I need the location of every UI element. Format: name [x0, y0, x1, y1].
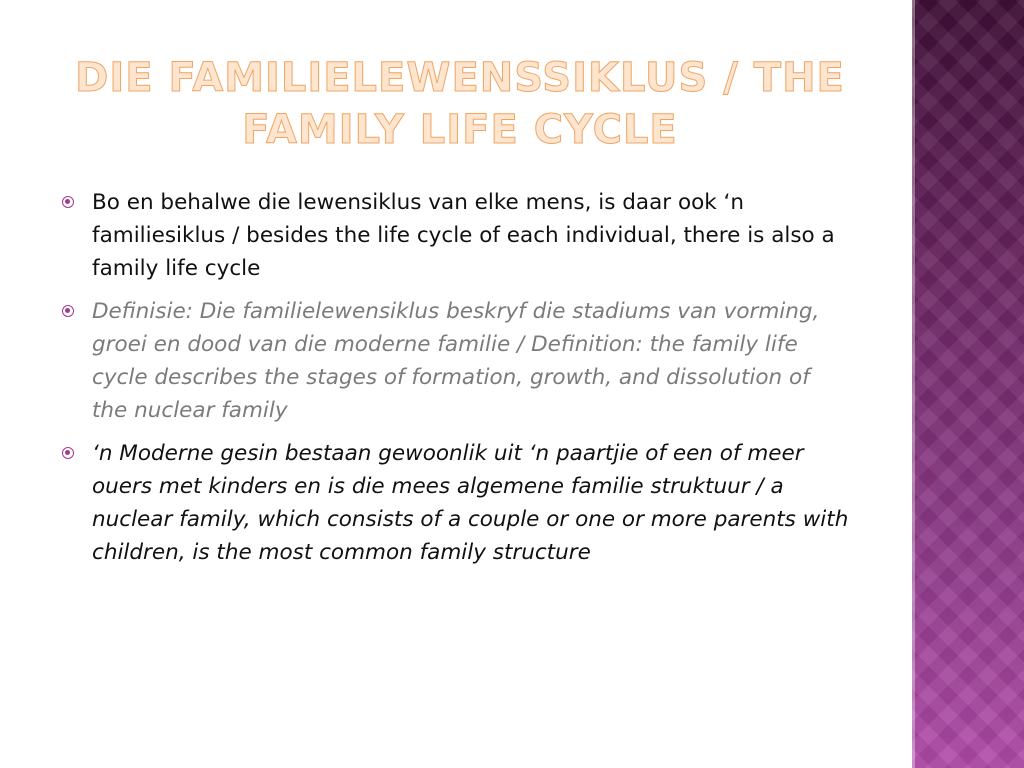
decorative-side-bar: [912, 0, 1024, 768]
bullet-list: [60, 186, 850, 579]
title-line-1: DIE FAMILIELEWENSSIKLUS / THE: [75, 55, 845, 101]
circle-bullet-icon: [62, 196, 74, 208]
side-bar-pattern: [912, 0, 1024, 768]
side-bar-edge: [912, 0, 915, 768]
slide-title: [60, 52, 860, 156]
bullet-text-2: Definisie: Die familielewensiklus beskryf die stadiums van vorming, groei en dood van die moderne familie / Definition: the family life cycle describes the stages of formation, growth, and dissolution of the nuclear family: [92, 299, 820, 423]
bullet-text-1: Bo en behalwe die lewensiklus van elke mens, is daar ook ‘n familiesiklus / besides the life cycle of each individual, there is also a family life cycle: [92, 190, 835, 281]
circle-bullet-icon: [62, 305, 74, 317]
circle-bullet-icon: [62, 447, 74, 459]
bullet-text-3: ‘n Moderne gesin bestaan gewoonlik uit ‘n paartjie of een of meer ouers met kinders en is die mees algemene familie struktuur / a nuclear family, which consists of a couple or one or more parents with children, is the most common family structure: [92, 441, 849, 565]
title-line-2: FAMILY LIFE CYCLE: [242, 107, 678, 153]
bullet-item-2: [60, 295, 850, 427]
bullet-item-1: [60, 186, 850, 285]
bullet-item-3: [60, 437, 850, 569]
